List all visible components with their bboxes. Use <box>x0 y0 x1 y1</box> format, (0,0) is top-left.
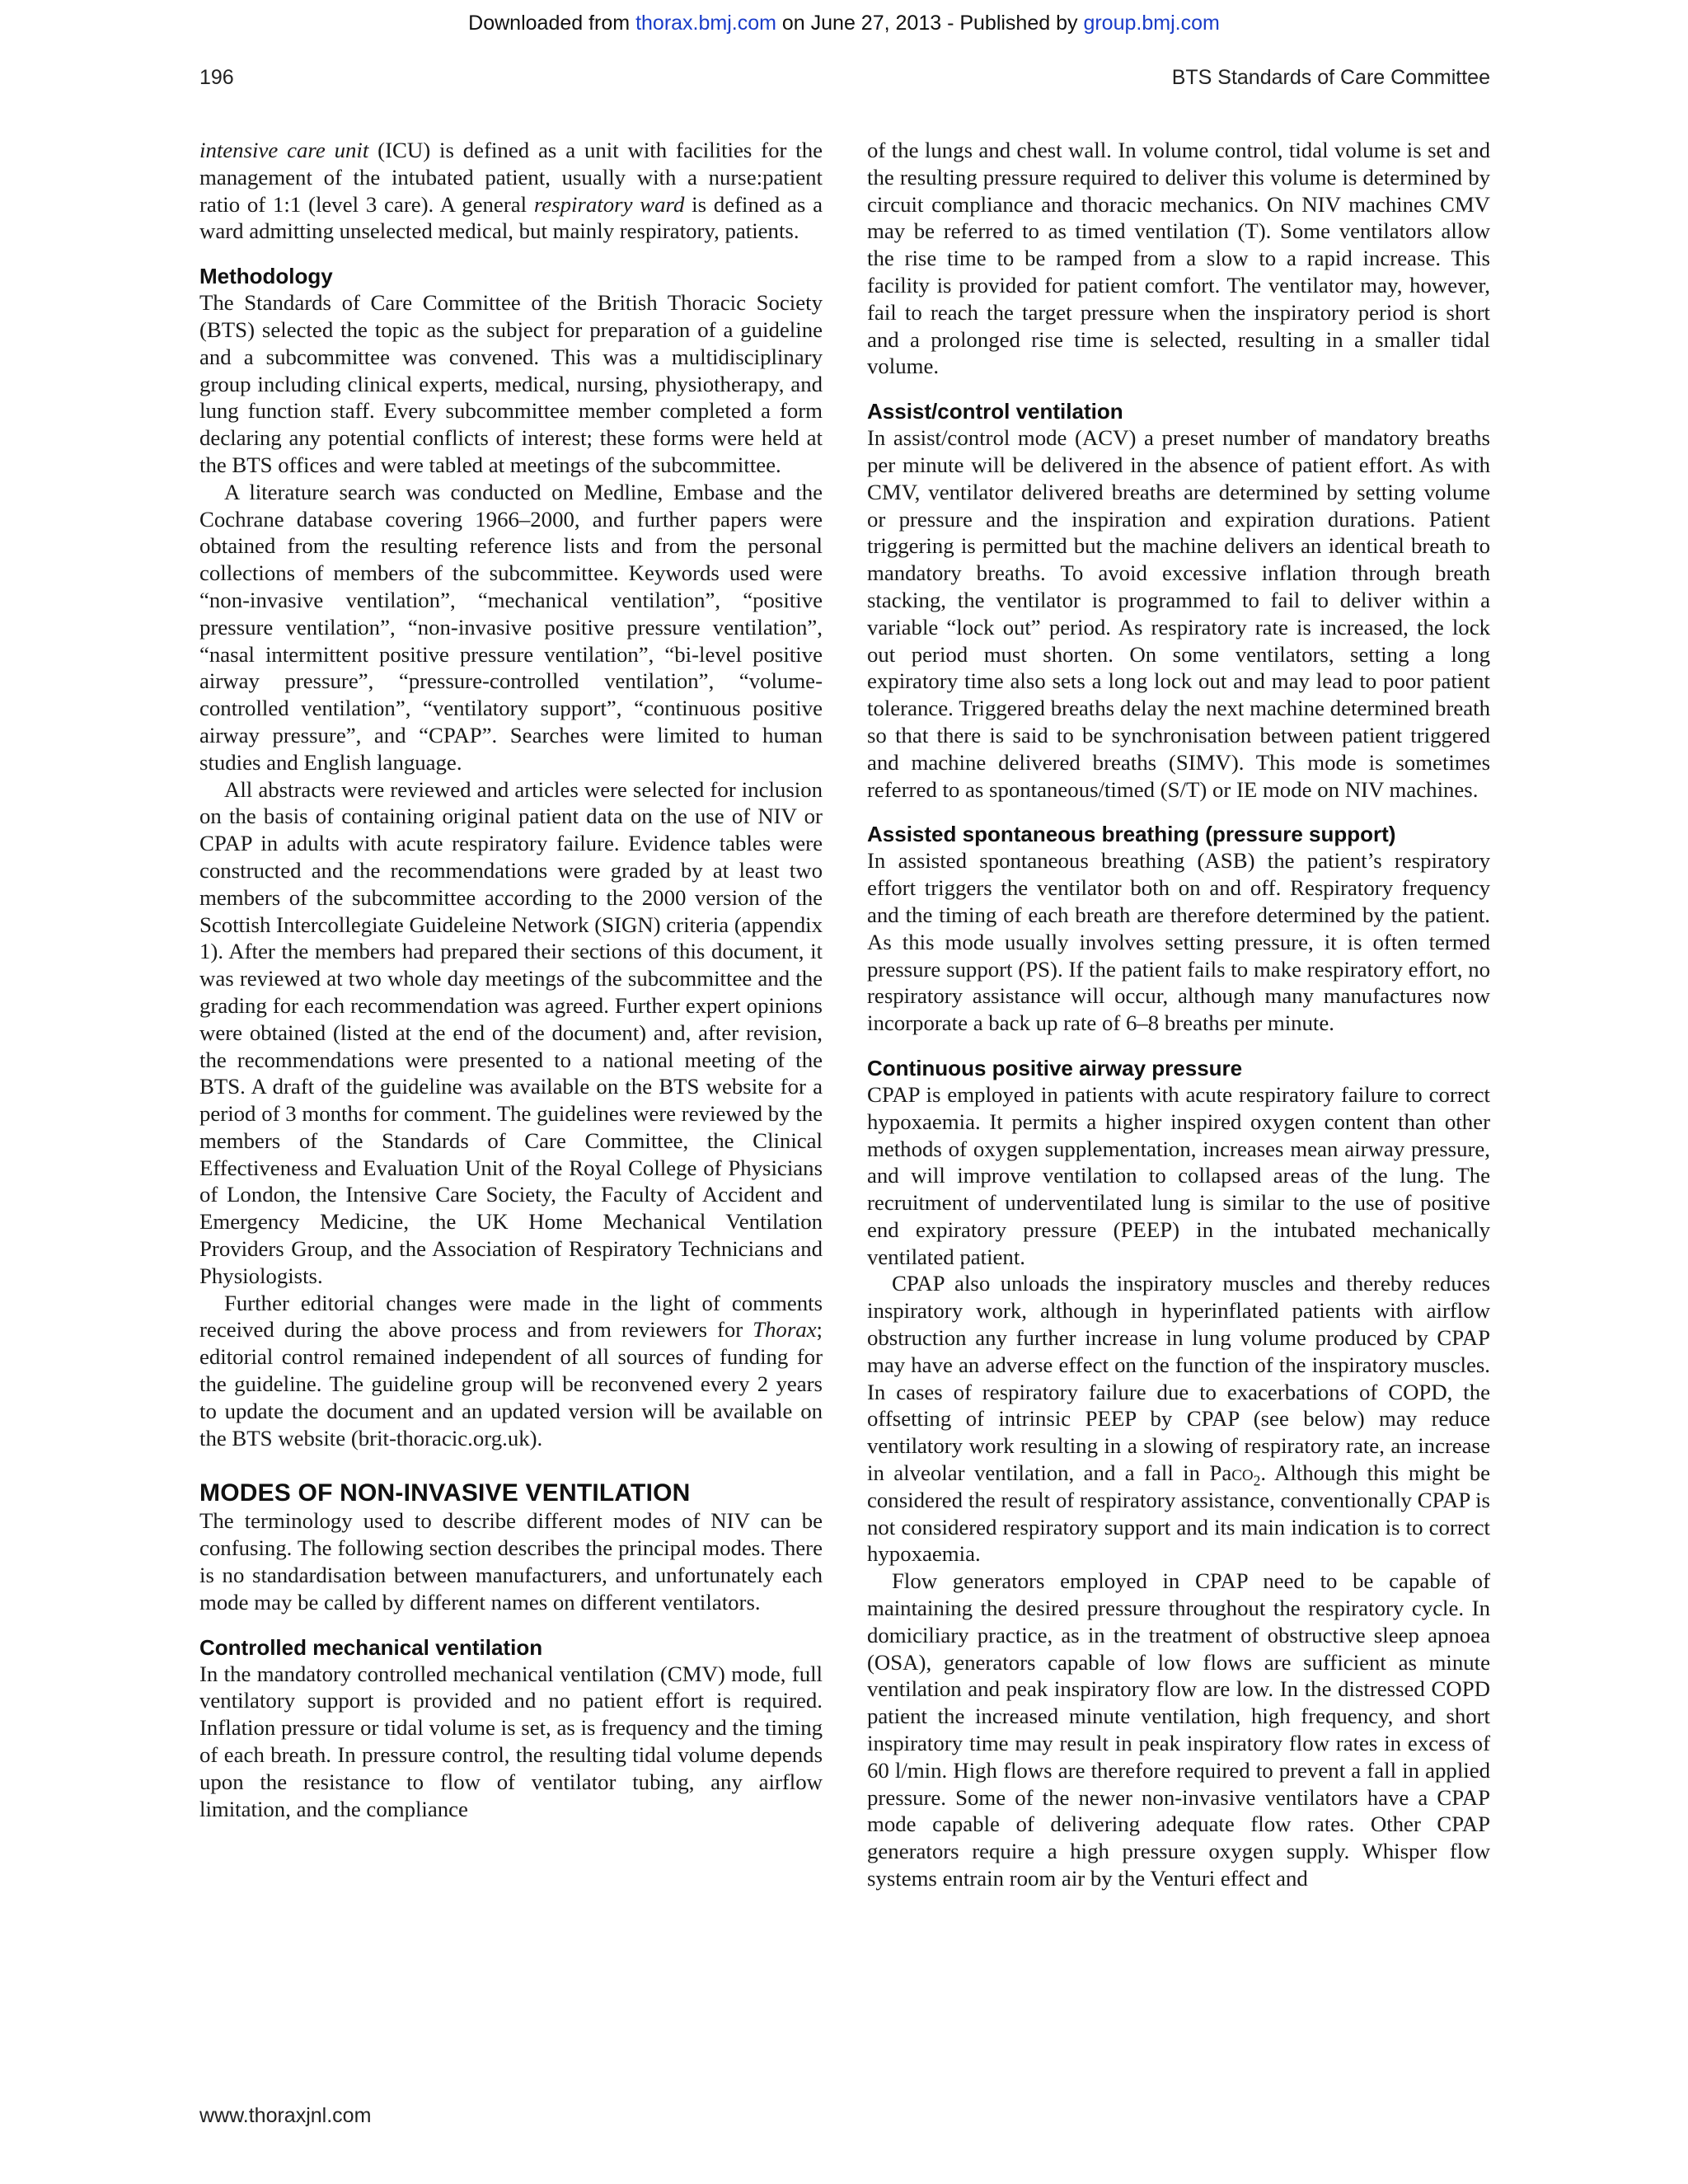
asb-paragraph: In assisted spontaneous breathing (ASB) the patient’s respiratory effort triggers the ventilator both on and off. Respiratory frequency and the timing of each breath are therefore determined by the patient. As this mode usually involves setting pressure, it is often termed pressure support (PS). If the patient fails to make respiratory effort, no respiratory assistance will occur, although many manufactures now incorporate a back up rate of 6–8 breaths per minute. <box>867 848 1490 1036</box>
cmv-continued-paragraph: of the lungs and chest wall. In volume control, tidal volume is set and the resulting pressure required to deliver this volume is determined by circuit compliance and thoracic mechanics. On NIV machines CMV may be referred to as timed ventilation (T). Some ventilators allow the rise time to be ramped from a slow to a rapid increase. This facility is provided for patient comfort. The ventilator may, however, fail to reach the target pressure when the inspiratory period is short and a prolonged rise time is selected, resulting in a smaller tidal volume. <box>867 138 1490 379</box>
methodology-paragraph-4: Further editorial changes were made in the light of comments received during the above process and from reviewers for Thorax; editorial control remained independent of all sources of funding for the guideline. The guideline group will be reconvened every 2 years to update the document and an updated version will be available on the BTS website (brit-thoracic.org.uk). <box>199 1290 823 1451</box>
modes-heading: MODES OF NON-INVASIVE VENTILATION <box>199 1479 691 1507</box>
download-banner <box>0 12 1688 35</box>
ward-term: respiratory ward <box>533 191 685 217</box>
methodology-paragraph-2: A literature search was conducted on Medline, Embase and the Cochrane database covering 1966–2000, and further papers were obtained from the resulting reference lists and from the personal collections of members of the subcommittee. Keywords used were “non-invasive ventilation”, “mechanical ventilation”, “positive pressure ventilation”, “non-invasive positive pressure ventilation”, “nasal intermittent positive pressure ventilation”, “bi-level positive airway pressure”, “pressure-controlled ventilation”, “volume-controlled ventilation”, “ventilatory support”, “continuous positive airway pressure”, and “CPAP”. Searches were limited to human studies and English language. <box>199 479 823 775</box>
icu-term: intensive care unit <box>199 138 369 162</box>
banner-middle: on June 27, 2013 - Published by <box>776 12 1084 35</box>
cpap-heading: Continuous positive airway pressure <box>867 1055 1243 1080</box>
modes-paragraph: The terminology used to describe different modes of NIV can be confusing. The following section describes the principal modes. There is no standardisation between manufacturers, and unfortunately each mode may be called by different names on different ventilators. <box>199 1508 823 1615</box>
banner-prefix: Downloaded from <box>468 12 636 35</box>
asb-heading: Assisted spontaneous breathing (pressure support) <box>867 822 1396 847</box>
running-head: BTS Standards of Care Committee <box>1171 66 1490 89</box>
cpap-paragraph-2: CPAP also unloads the inspiratory muscles and thereby reduces inspiratory work, although in hyperinflated patients with airflow obstruction any further increase in lung volume produced by CPAP may have an adverse effect on the function of the inspiratory muscles. In cases of respiratory failure due to exacerbations of COPD, the offsetting of intrinsic PEEP by CPAP (see below) may reduce ventilatory work resulting in a slowing of respiratory rate, an increase in alveolar ventilation, and a fall in Paco$_2$. Although this might be considered the result of respiratory assistance, conventionally CPAP is not considered respiratory support and its main indication is to correct hypoxaemia. <box>867 1271 1490 1567</box>
left-column <box>199 137 823 1822</box>
page-number: 196 <box>199 66 234 89</box>
cpap-paragraph-3: Flow generators employed in CPAP need to be capable of maintaining the desired pressure throughout the respiratory cycle. In domiciliary practice, as in the treatment of obstructive sleep apnoea (OSA), generators capable of low flows are sufficient as minute ventilation and peak inspiratory flow are low. In the distressed COPD patient the increased minute ventilation, high frequency, and short inspiratory time may result in peak inspiratory flow rates in excess of 60 l/min. High flows are therefore required to prevent a fall in applied pressure. Some of the newer non-invasive ventilators have a CPAP mode capable of delivering adequate flow rates. Other CPAP generators require a high pressure oxygen supply. Whisper flow systems entrain room air by the Venturi effect and <box>867 1568 1490 1891</box>
group-site-link[interactable]: group.bmj.com <box>1083 12 1220 35</box>
journal-name: Thorax <box>753 1317 817 1343</box>
footer-url[interactable]: www.thoraxjnl.com <box>199 2104 372 2127</box>
cmv-heading: Controlled mechanical ventilation <box>199 1634 543 1660</box>
acv-heading: Assist/control ventilation <box>867 399 1123 424</box>
thorax-site-link[interactable]: thorax.bmj.com <box>635 12 776 35</box>
cpap-paragraph-1: CPAP is employed in patients with acute respiratory failure to correct hypoxaemia. It permits a higher inspired oxygen content than other methods of oxygen supplementation, increases mean airway pressure, and will improve ventilation to collapsed areas of the lung. The recruitment of underventilated lung is similar to the use of positive end expiratory pressure (PEEP) in the intubated mechanically ventilated patient. <box>867 1081 1490 1269</box>
paco2-term: Paco$_2$ <box>1209 1460 1261 1489</box>
methodology-paragraph-3: All abstracts were reviewed and articles were selected for inclusion on the basis of containing original patient data on the use of NIV or CPAP in adults with acute respiratory failure. Evidence tables were constructed and the recommendations were graded by at least two members of the subcommittee according to the 2000 version of the Scottish Intercollegiate Guideleine Network (SIGN) criteria (appendix 1). After the members had prepared their sections of this document, it was reviewed at two whole day meetings of the subcommittee and the grading for each recommendation was agreed. Further expert opinions were obtained (listed at the end of the document) and, after revision, the recommendations were presented to a national meeting of the BTS. A draft of the guideline was available on the BTS website for a period of 3 months for comment. The guidelines were reviewed by the members of the Standards of Care Committee, the Clinical Effectiveness and Evaluation Unit of the Royal College of Physicians of London, the Intensive Care Society, the Faculty of Accident and Emergency Medicine, the UK Home Mechanical Ventilation Providers Group, and the Association of Respiratory Technicians and Physiologists. <box>199 776 823 1288</box>
acv-paragraph: In assist/control mode (ACV) a preset number of mandatory breaths per minute will be delivered in the absence of patient effort. As with CMV, ventilator delivered breaths are determined by setting volume or pressure and the inspiration and expiration durations. Patient triggering is permitted but the machine delivers an identical breath to mandatory breaths. To avoid excessive inflation through breath stacking, the ventilator is programmed to fail to deliver within a variable “lock out” period. As respiratory rate is increased, the lock out period must shorten. On some ventilators, setting a long expiratory time also sets a long lock out and may lead to poor patient tolerance. Triggered breaths delay the next machine determined breath so that there is said to be synchronisation between patient triggered and machine delivered breaths (SIMV). This mode is sometimes referred to as spontaneous/timed (S/T) or IE mode on NIV machines. <box>867 425 1490 802</box>
methodology-heading: Methodology <box>199 264 333 289</box>
methodology-paragraph-1: The Standards of Care Committee of the British Thoracic Society (BTS) selected the topic as the subject for preparation of a guideline and a subcommittee was convened. This was a multidisciplinary group including clinical experts, medical, nursing, physiotherapy, and lung function staff. Every subcommittee member completed a form declaring any potential conflicts of interest; these forms were held at the BTS offices and were tabled at meetings of the subcommittee. <box>199 290 823 477</box>
intro-paragraph: intensive care unit (ICU) is defined as a unit with facilities for the management of the intubated patient, usually with a nurse:patient ratio of 1:1 (level 3 care). A general respiratory ward is defined as a ward admitting unselected medical, but mainly respiratory, patients. <box>199 138 823 244</box>
right-column <box>867 137 1490 1892</box>
cmv-paragraph: In the mandatory controlled mechanical ventilation (CMV) mode, full ventilatory support is provided and no patient effort is required. Inflation pressure or tidal volume is set, as is frequency and the timing of each breath. In pressure control, the resulting tidal volume depends upon the resistance to flow of ventilator tubing, any airflow limitation, and the compliance <box>199 1661 823 1821</box>
